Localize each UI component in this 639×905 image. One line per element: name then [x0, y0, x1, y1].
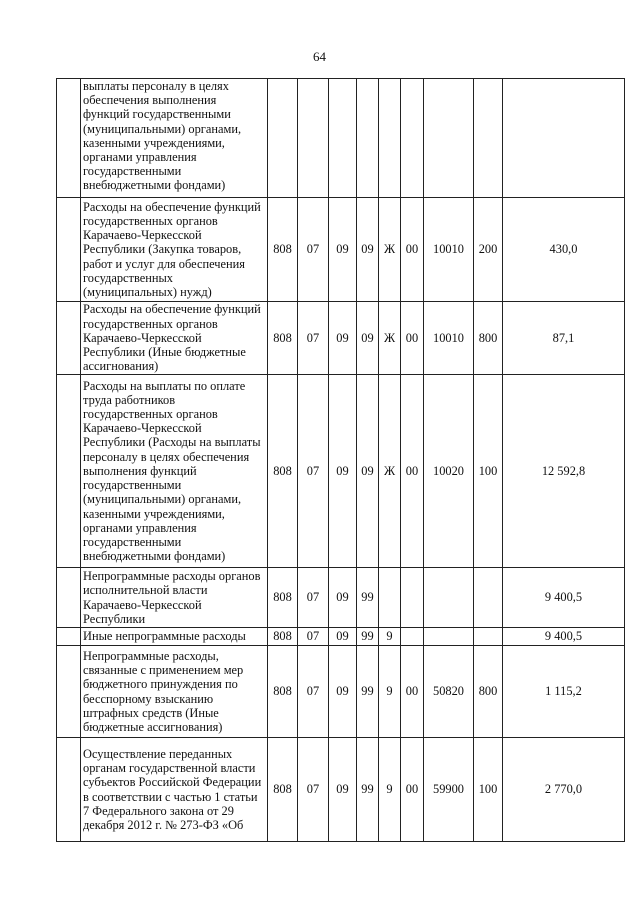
- cell-subsection: 09: [329, 568, 357, 628]
- cell-program: 09: [357, 302, 379, 375]
- cell-direction: 59900: [424, 738, 474, 842]
- cell-subprogram: [379, 568, 401, 628]
- cell-amount: 87,1: [503, 302, 625, 375]
- cell-amount: 1 115,2: [503, 646, 625, 738]
- cell-expense-type: 800: [474, 646, 503, 738]
- table-row: [57, 375, 625, 568]
- cell-grbs: [268, 79, 298, 198]
- cell-main-event: [401, 568, 424, 628]
- cell-subprogram: Ж: [379, 198, 401, 302]
- budget-table: [56, 78, 625, 842]
- cell-amount: 2 770,0: [503, 738, 625, 842]
- cell-grbs: 808: [268, 568, 298, 628]
- cell-section: 07: [298, 198, 329, 302]
- cell-program: 99: [357, 738, 379, 842]
- cell-expense-type: [474, 79, 503, 198]
- cell-program: 09: [357, 375, 379, 568]
- cell-subprogram: 9: [379, 628, 401, 646]
- cell-direction: 50820: [424, 646, 474, 738]
- table-row: [57, 628, 625, 646]
- cell-section: [298, 79, 329, 198]
- cell-subprogram: Ж: [379, 375, 401, 568]
- cell-main-event: 00: [401, 302, 424, 375]
- cell-subsection: 09: [329, 628, 357, 646]
- cell-direction: [424, 628, 474, 646]
- table-row: [57, 198, 625, 302]
- cell-section: 07: [298, 375, 329, 568]
- cell-expense-name: Иные непрограммные расходы: [81, 628, 268, 646]
- cell-amount: 430,0: [503, 198, 625, 302]
- page-number: 64: [313, 49, 326, 64]
- cell-subsection: [329, 79, 357, 198]
- cell-amount: 9 400,5: [503, 568, 625, 628]
- cell-blank: [57, 738, 81, 842]
- cell-subsection: 09: [329, 302, 357, 375]
- cell-section: 07: [298, 646, 329, 738]
- cell-grbs: 808: [268, 646, 298, 738]
- cell-main-event: [401, 79, 424, 198]
- cell-amount: 12 592,8: [503, 375, 625, 568]
- table-row: [57, 302, 625, 375]
- cell-expense-type: 800: [474, 302, 503, 375]
- cell-program: [357, 79, 379, 198]
- cell-expense-type: 100: [474, 375, 503, 568]
- cell-blank: [57, 568, 81, 628]
- cell-program: 99: [357, 628, 379, 646]
- cell-expense-type: [474, 628, 503, 646]
- cell-grbs: 808: [268, 302, 298, 375]
- cell-amount: 9 400,5: [503, 628, 625, 646]
- cell-section: 07: [298, 628, 329, 646]
- cell-expense-name: выплаты персоналу в целях обеспечения выполнения функций государственными (муниципальными) органами, казенными учреждениями, органами управления государственными внебюджетными фондами): [81, 79, 268, 198]
- table-row: [57, 568, 625, 628]
- cell-subsection: 09: [329, 375, 357, 568]
- table-row: [57, 79, 625, 198]
- cell-subprogram: 9: [379, 738, 401, 842]
- cell-main-event: 00: [401, 375, 424, 568]
- cell-blank: [57, 646, 81, 738]
- cell-direction: 10020: [424, 375, 474, 568]
- cell-expense-name: Осуществление переданных органам государственной власти субъектов Российской Федерации в соответствии с частью 1 статьи 7 Федерального закона от 29 декабря 2012 г. № 273-ФЗ «Об: [81, 738, 268, 842]
- cell-blank: [57, 628, 81, 646]
- cell-expense-type: 200: [474, 198, 503, 302]
- cell-grbs: 808: [268, 198, 298, 302]
- cell-section: 07: [298, 568, 329, 628]
- cell-blank: [57, 198, 81, 302]
- cell-main-event: 00: [401, 738, 424, 842]
- cell-subsection: 09: [329, 646, 357, 738]
- cell-program: 99: [357, 646, 379, 738]
- cell-subsection: 09: [329, 198, 357, 302]
- cell-program: 09: [357, 198, 379, 302]
- cell-grbs: 808: [268, 375, 298, 568]
- cell-grbs: 808: [268, 738, 298, 842]
- cell-grbs: 808: [268, 628, 298, 646]
- cell-direction: 10010: [424, 302, 474, 375]
- cell-direction: [424, 568, 474, 628]
- cell-expense-type: 100: [474, 738, 503, 842]
- cell-blank: [57, 302, 81, 375]
- cell-expense-name: Непрограммные расходы органов исполнительной власти Карачаево-Черкесской Республики: [81, 568, 268, 628]
- cell-subsection: 09: [329, 738, 357, 842]
- cell-expense-name: Расходы на обеспечение функций государственных органов Карачаево-Черкесской Республики (Иные бюджетные ассигнования): [81, 302, 268, 375]
- cell-blank: [57, 79, 81, 198]
- cell-subprogram: 9: [379, 646, 401, 738]
- cell-main-event: [401, 628, 424, 646]
- cell-subprogram: [379, 79, 401, 198]
- cell-section: 07: [298, 738, 329, 842]
- table-row: [57, 646, 625, 738]
- cell-direction: [424, 79, 474, 198]
- cell-expense-type: [474, 568, 503, 628]
- cell-expense-name: Расходы на выплаты по оплате труда работников государственных органов Карачаево-Черкесской Республики (Расходы на выплаты персоналу в целях обеспечения выполнения функций государственными (муниципальными) органами, казенными учреждениями, органами управления государственными внебюджетными фондами): [81, 375, 268, 568]
- cell-expense-name: Непрограммные расходы, связанные с применением мер бюджетного принуждения по бесспорному взысканию штрафных средств (Иные бюджетные ассигнования): [81, 646, 268, 738]
- cell-expense-name: Расходы на обеспечение функций государственных органов Карачаево-Черкесской Республики (Закупка товаров, работ и услуг для обеспечения государственных (муниципальных) нужд): [81, 198, 268, 302]
- cell-main-event: 00: [401, 646, 424, 738]
- cell-subprogram: Ж: [379, 302, 401, 375]
- cell-section: 07: [298, 302, 329, 375]
- cell-amount: [503, 79, 625, 198]
- cell-main-event: 00: [401, 198, 424, 302]
- cell-blank: [57, 375, 81, 568]
- table-row: [57, 738, 625, 842]
- cell-direction: 10010: [424, 198, 474, 302]
- cell-program: 99: [357, 568, 379, 628]
